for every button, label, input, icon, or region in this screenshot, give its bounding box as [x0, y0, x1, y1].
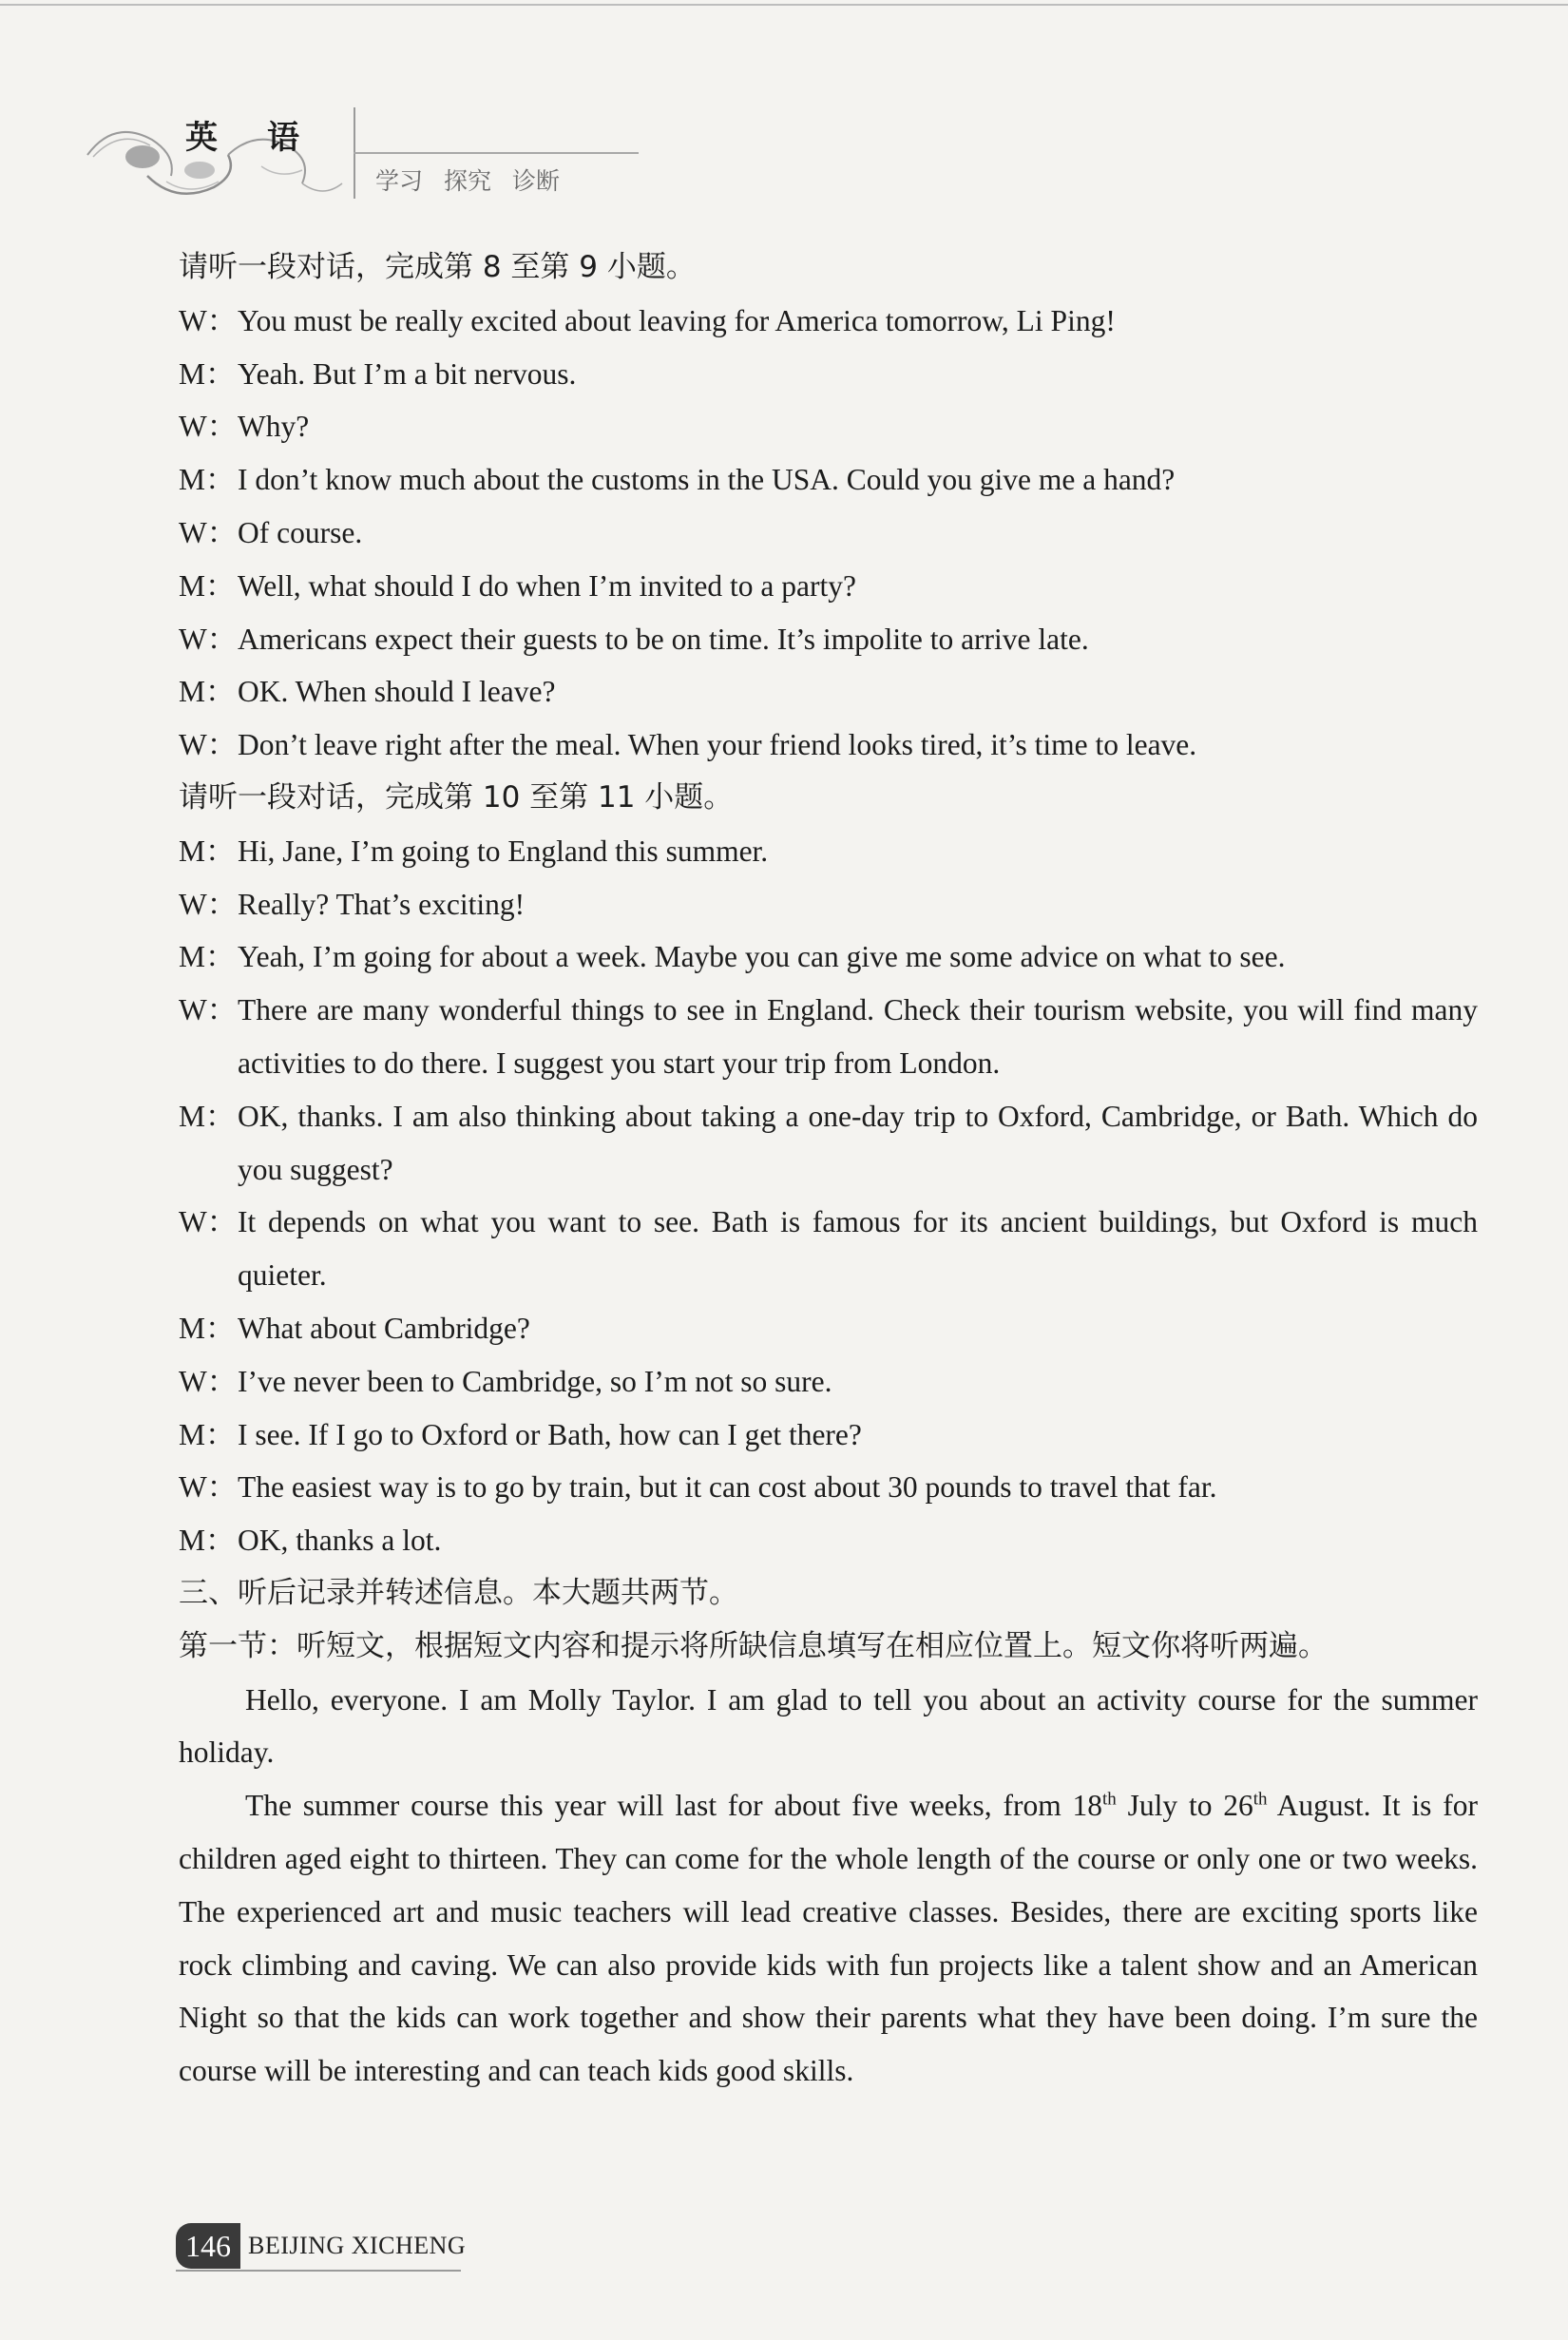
dialog-line [179, 1355, 1478, 1409]
speaker-label: W： [179, 1364, 238, 1398]
dialog-line [179, 295, 1478, 348]
dialog-text: You must be really excited about leaving for America tomorrow, Li Ping! [238, 303, 1116, 337]
speaker-label: M： [179, 356, 236, 391]
dialog-line [179, 1196, 1478, 1302]
dialog-line [179, 1461, 1478, 1514]
header-tagline [375, 163, 560, 197]
speaker-label: W： [179, 303, 238, 337]
dialog-text: Why? [238, 410, 310, 444]
top-rule [0, 4, 1568, 6]
header-rule [354, 152, 639, 154]
dialog-line [179, 665, 1478, 719]
dialog-2 [179, 825, 1478, 1567]
page-content [179, 241, 1478, 2098]
dialog-line [179, 1409, 1478, 1462]
speaker-label: W： [179, 887, 238, 921]
dialog-line [179, 400, 1478, 453]
part-3-heading: 三、听后记录并转述信息。本大题共两节。 [179, 1575, 738, 1610]
speaker-label: M： [179, 1417, 236, 1451]
dialog-text: It depends on what you want to see. Bath is famous for its ancient buildings, but Oxford is much quieter. [238, 1205, 1478, 1293]
speaker-label: M： [179, 940, 236, 974]
passage-paragraph-2 [179, 1779, 1478, 2098]
speaker-label: W： [179, 515, 238, 549]
speaker-label: M： [179, 1099, 236, 1133]
publisher-name: BEIJING XICHENG [248, 2232, 467, 2259]
dialog-text: Hi, Jane, I’m going to England this summer. [238, 834, 769, 868]
dialog-text: I see. If I go to Oxford or Bath, how can I get there? [238, 1417, 862, 1451]
dialog-line [179, 1514, 1478, 1567]
dialog-line [179, 560, 1478, 613]
dialog-line [179, 453, 1478, 507]
speaker-label: W： [179, 993, 238, 1027]
dialog-text: OK, thanks. I am also thinking about taking a one-day trip to Oxford, Cambridge, or Bath. Which do you suggest? [238, 1099, 1478, 1186]
ordinal-suffix: th [1252, 1789, 1268, 1810]
dialog-text: Don’t leave right after the meal. When your friend looks tired, it’s time to leave. [238, 728, 1197, 762]
page-header [86, 100, 637, 204]
subject-title: 英语 [185, 119, 349, 157]
passage-text: The summer course this year will last for about five weeks, from 18 [245, 1789, 1103, 1823]
speaker-label: W： [179, 728, 238, 762]
dialog-text: Well, what should I do when I’m invited to a party? [238, 568, 856, 603]
passage-paragraph-1: Hello, everyone. I am Molly Taylor. I am glad to tell you about an activity course for the summer holiday. [179, 1682, 1478, 1770]
dialog-line [179, 348, 1478, 401]
dialog-text: What about Cambridge? [238, 1311, 530, 1345]
dialog-line [179, 1090, 1478, 1197]
dialog-text: OK, thanks a lot. [238, 1524, 442, 1558]
page-footer [176, 2222, 466, 2270]
tagline-item: 学习 [375, 167, 424, 195]
dialog-line [179, 878, 1478, 931]
speaker-label: M： [179, 1311, 236, 1345]
passage-text: July to 26 [1116, 1789, 1253, 1823]
dialog-line [179, 930, 1478, 984]
dialog-line [179, 507, 1478, 560]
dialog-text: Really? That’s exciting! [238, 887, 526, 921]
dialog-line [179, 1302, 1478, 1355]
dialog-text: There are many wonderful things to see in England. Check their tourism website, you will find many activities to do there. I suggest you start your trip from London. [238, 993, 1478, 1080]
dialog-1-instruction: 请听一段对话，完成第 8 至第 9 小题。 [179, 250, 696, 284]
dialog-2-instruction: 请听一段对话，完成第 10 至第 11 小题。 [179, 779, 734, 815]
dialog-text: I don’t know much about the customs in the USA. Could you give me a hand? [238, 463, 1176, 497]
footer-rule [176, 2270, 461, 2272]
passage-text: August. It is for children aged eight to thirteen. They can come for the whole length of the course or only one or two weeks. The experienced art and music teachers will lead creative classes. Besides, there are exciting sports like rock climbing and caving. We can also provide kids with fun projects like a talent show and an American Night so that the kids can work together and show their parents what they have been doing. I’m sure the course will be interesting and can teach kids good skills. [179, 1789, 1478, 2088]
speaker-label: M： [179, 675, 236, 709]
dialog-text: Of course. [238, 515, 363, 549]
dialog-1 [179, 295, 1478, 772]
speaker-label: W： [179, 622, 238, 656]
dialog-line [179, 825, 1478, 878]
speaker-label: W： [179, 1470, 238, 1505]
tagline-item: 诊断 [512, 167, 561, 195]
dialog-line [179, 613, 1478, 666]
speaker-label: M： [179, 834, 236, 868]
speaker-label: M： [179, 1524, 236, 1558]
speaker-label: W： [179, 1205, 238, 1239]
dialog-text: OK. When should I leave? [238, 675, 556, 709]
dialog-text: Yeah. But I’m a bit nervous. [238, 356, 577, 391]
speaker-label: M： [179, 463, 236, 497]
dialog-text: Yeah, I’m going for about a week. Maybe you can give me some advice on what to see. [238, 940, 1286, 974]
dialog-text: The easiest way is to go by train, but it can cost about 30 pounds to travel that far. [238, 1470, 1217, 1505]
tagline-item: 探究 [444, 167, 492, 195]
speaker-label: M： [179, 568, 236, 603]
dialog-text: Americans expect their guests to be on time. It’s impolite to arrive late. [238, 622, 1089, 656]
page-number: 146 [176, 2223, 240, 2269]
speaker-label: W： [179, 410, 238, 444]
dialog-text: I’ve never been to Cambridge, so I’m not so sure. [238, 1364, 832, 1398]
dialog-line [179, 719, 1478, 772]
dialog-line [179, 984, 1478, 1090]
ordinal-suffix: th [1102, 1789, 1117, 1810]
section-1-heading: 第一节：听短文，根据短文内容和提示将所缺信息填写在相应位置上。短文你将听两遍。 [179, 1628, 1328, 1663]
